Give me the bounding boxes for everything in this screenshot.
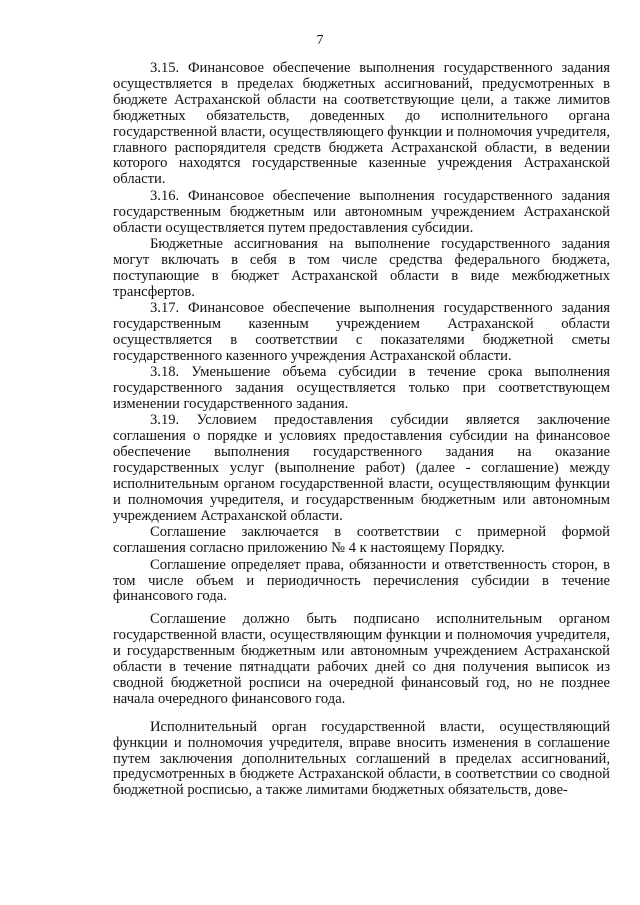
paragraph-3-15: 3.15. Финансовое обеспечение выполнения государственного задания осуществляется в пределах бюджетных ассигнований, предусмотренных в бюджете Астраханской области на соответствующие цели, а также лимитов бюджетных обязательств, доведенных до исполнительного органа государственной власти, осуществляющего функции и полномочия учредителя, главного распорядителя средств бюджета Астраханской области, в ведении которого находятся государственные казенные учреждения Астраханской области. [113,60,610,188]
paragraph-agreement-amendments: Исполнительный орган государственной власти, осуществляющий функции и полномочия учредителя, вправе вносить изменения в соглашение путем заключения дополнительных соглашений в пределах ассигнований, предусмотренных в бюджете Астраханской области, в соответствии со сводной бюджетной росписью, а также лимитами бюджетных обязательств, дове- [113,718,610,799]
document-body [113,61,610,799]
paragraph-budget-allocations: Бюджетные ассигнования на выполнение государственного задания могут включать в себя в том числе средства федерального бюджета, поступающие в бюджет Астраханской области в виде межбюджетных трансфертов. [113,235,610,300]
paragraph-agreement-signing: Соглашение должно быть подписано исполнительным органом государственной власти, осуществляющим функции и полномочия учредителя, и государственным бюджетным или автономным учреждением Астраханской области в течение пятнадцати рабочих дней со дня получения выписок из сводной бюджетной росписи на очередной финансовый год, но не позднее начала очередного финансового года. [113,611,610,707]
paragraph-3-17: 3.17. Финансовое обеспечение выполнения государственного задания государственным казенным учреждением Астраханской области осуществляется в соответствии с показателями бюджетной сметы государственного казенного учреждения Астраханской области. [113,300,610,364]
paragraph-3-16: 3.16. Финансовое обеспечение выполнения государственного задания государственным бюджетным или автономным учреждением Астраханской области осуществляется путем предоставления субсидии. [113,187,610,236]
page-number: 7 [316,33,324,48]
paragraph-3-19: 3.19. Условием предоставления субсидии является заключение соглашения о порядке и условиях предоставления субсидии на финансовое обеспечение выполнения государственного задания на оказание государственных услуг (выполнение работ) (далее - соглашение) между исполнительным органом государственной власти, осуществляющим функции и полномочия учредителя, и государственным бюджетным или автономным учреждением Астраханской области. [113,412,610,524]
paragraph-3-18: 3.18. Уменьшение объема субсидии в течение срока выполнения государственного задания осуществляется только при соответствующем изменении государственного задания. [113,364,610,413]
paragraph-agreement-rights: Соглашение определяет права, обязанности и ответственность сторон, в том числе объем и периодичность перечисления субсидии в течение финансового года. [113,556,610,605]
paragraph-agreement-form: Соглашение заключается в соответствии с примерной формой соглашения согласно приложению № 4 к настоящему Порядку. [113,524,610,557]
